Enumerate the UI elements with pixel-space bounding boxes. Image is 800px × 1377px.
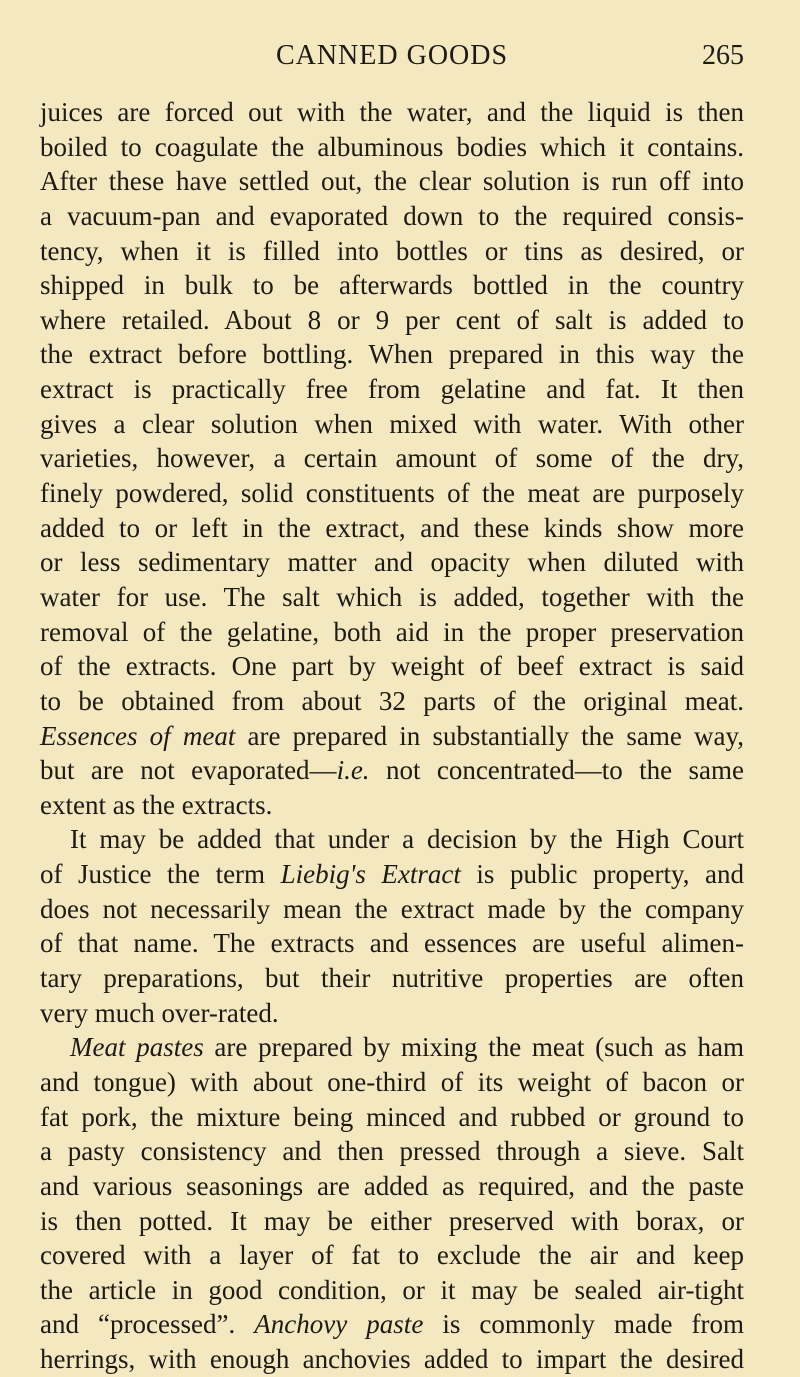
text-line: tency, when it is filled into bottles or tins as desired, or [40, 235, 744, 266]
text-run: of Justice the term [40, 859, 281, 890]
text-line: the article in good condition, or it may be sealed air-tight [40, 1274, 744, 1305]
text-line: and tongue) with about one-third of its weight of bacon or [40, 1066, 744, 1097]
text-run: and “processed”. [40, 1309, 255, 1340]
text-line: a pasty consistency and then pressed through a sieve. Salt [40, 1136, 744, 1167]
paragraph-start: It may be added that under a decision by the High Court [70, 824, 744, 855]
text-line: After these have settled out, the clear solution is run off into [40, 166, 744, 197]
text-line: to be obtained from about 32 parts of the original meat. [40, 685, 744, 716]
text-line: covered with a layer of fat to exclude the air and keep [40, 1240, 744, 1271]
italic-term: Meat pastes [70, 1032, 204, 1063]
text-line: of the extracts. One part by weight of beef extract is said [40, 651, 744, 682]
italic-term: Liebig's Extract [280, 859, 461, 890]
text-line: juices are forced out with the water, and the liquid is then [40, 97, 744, 127]
text-line: very much over-rated. [40, 997, 279, 1028]
text-line: herrings, with enough anchovies added to impart the desired [40, 1344, 744, 1375]
text-line: varieties, however, a certain amount of some of the dry, [40, 443, 744, 474]
text-run: are prepared by mixing the meat (such as ham [203, 1032, 744, 1063]
text-line: and various seasonings are added as required, and the paste [40, 1170, 744, 1201]
text-line: water for use. The salt which is added, together with the [40, 581, 744, 612]
text-run: is public property, and [460, 859, 744, 890]
text-line [40, 753, 744, 788]
italic-term: i.e. [336, 755, 370, 786]
text-line: a vacuum-pan and evaporated down to the required consis- [40, 200, 744, 231]
text-line: shipped in bulk to be afterwards bottled in the country [40, 270, 744, 301]
text-line: or less sedimentary matter and opacity when diluted with [40, 547, 744, 578]
text-line: gives a clear solution when mixed with water. With other [40, 408, 744, 439]
paragraph-start [40, 1030, 744, 1065]
text-line: extent as the extracts. [40, 789, 273, 820]
text-line: does not necessarily mean the extract made by the company [40, 893, 744, 924]
page-header [40, 40, 744, 76]
text-run: not concentrated—to the same [369, 755, 744, 786]
text-line: extract is practically free from gelatine and fat. It then [40, 374, 744, 405]
text-line: fat pork, the mixture being minced and rubbed or ground to [40, 1101, 744, 1132]
text-line: where retailed. About 8 or 9 per cent of salt is added to [40, 304, 744, 335]
text-line [40, 719, 744, 754]
text-line [40, 1307, 744, 1342]
text-line: the extract before bottling. When prepared in this way the [40, 339, 744, 370]
text-line [40, 857, 744, 892]
text-line: finely powdered, solid constituents of the meat are purposely [40, 478, 744, 509]
running-title: CANNED GOODS [275, 40, 509, 71]
text-run: but are not evaporated— [40, 755, 337, 786]
text-line: added to or left in the extract, and these kinds show more [40, 512, 744, 543]
page-number: 265 [702, 40, 744, 71]
text-line: boiled to coagulate the albuminous bodies which it contains. [40, 131, 744, 162]
text-line: of that name. The extracts and essences are useful alimen- [40, 928, 744, 959]
body-text [40, 95, 744, 1377]
text-line: is then potted. It may be either preserved with borax, or [40, 1205, 744, 1236]
text-line: tary preparations, but their nutritive properties are often [40, 963, 744, 994]
italic-term: Essences of meat [40, 720, 236, 751]
italic-term: Anchovy paste [254, 1309, 424, 1340]
text-line: removal of the gelatine, both aid in the proper preservation [40, 616, 744, 647]
text-run: is commonly made from [423, 1309, 744, 1340]
text-run: are prepared in substantially the same way, [235, 720, 745, 751]
